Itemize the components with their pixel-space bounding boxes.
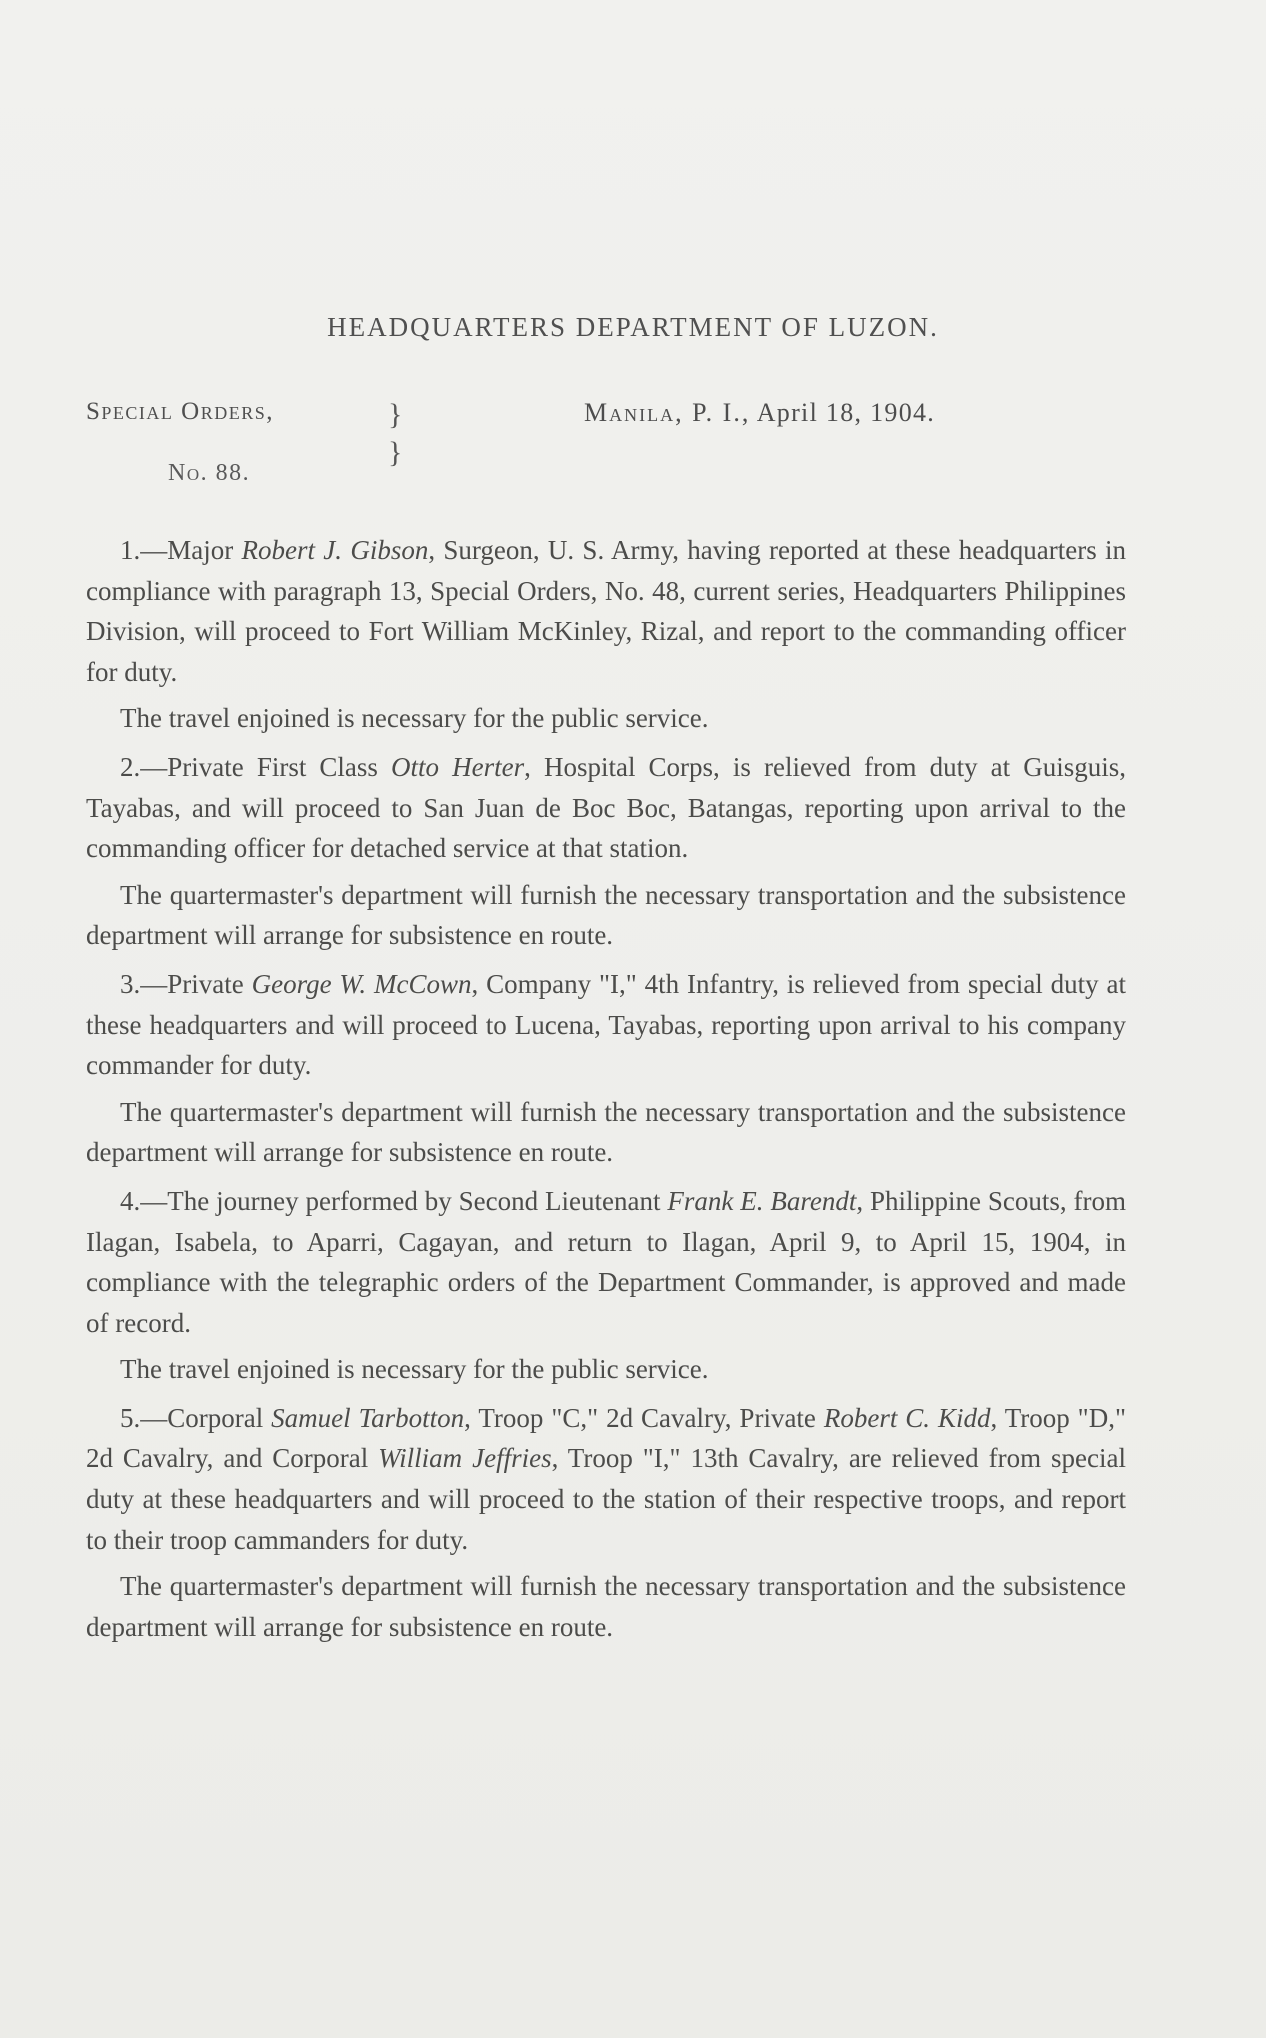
date: April 18, 1904. — [756, 398, 936, 427]
place: Manila, P. I., — [584, 398, 751, 427]
paragraph-text: , Troop "D," 2d Cavalry, and Corporal — [86, 1402, 1126, 1474]
officer-name: Robert J. Gibson — [241, 535, 429, 565]
brace-glyph: } — [388, 398, 403, 431]
orders-label: Special Orders, — [86, 398, 274, 425]
paragraph-lead: 5.—Corporal — [120, 1402, 272, 1433]
paragraph-text: , Hospital Corps, is relieved from duty at Guisguis, Tayabas, and will proceed to San Juan de Boc Boc, Batangas, reporting upon arrival to the commanding officer for detached service at that station. — [86, 751, 1127, 864]
paragraph-text: , Philippine Scouts, from Ilagan, Isabela, to Aparri, Cagayan, and return to Ilagan, April 9, to April 15, 1904, in compliance with the telegraphic orders of the Department Commander, is approved and made of record. — [86, 1185, 1126, 1338]
officer-name: Frank E. Barendt — [667, 1185, 857, 1216]
officer-name: Otto Herter — [391, 751, 525, 782]
orders-body — [86, 530, 1126, 1655]
paragraph-text: , Surgeon, U. S. Army, having reported at these headquarters in compliance with paragraph 13, Special Orders, No. 48, current series, Headquarters Philippines Division, will proceed to Fort William McKinley, Rizal, and report to the commanding officer for duty. — [86, 535, 1127, 687]
order-note-1: The travel enjoined is necessary for the public service. — [120, 703, 709, 734]
order-paragraph-1 — [86, 530, 1126, 692]
order-paragraph-5 — [86, 1398, 1126, 1560]
orders-number: No. 88. — [168, 460, 251, 486]
soldier-name: Robert C. Kidd — [823, 1402, 991, 1433]
order-paragraph-3 — [86, 964, 1126, 1086]
soldier-name: William Jeffries — [378, 1443, 552, 1474]
paragraph-lead: 1.—Major — [120, 535, 242, 565]
order-paragraph-4 — [86, 1181, 1126, 1343]
order-note-2: The quartermaster's department will furnish the necessary transportation and the subsistence department will arrange for subsistence en route. — [86, 879, 1126, 951]
paragraph-text: , Troop "I," 13th Cavalry, are relieved from special duty at these headquarters and will proceed to the station of their respective troops, and report to their troop cammanders for duty. — [86, 1443, 1126, 1555]
officer-name: George W. McCown — [251, 968, 472, 999]
soldier-name: Samuel Tarbotton — [271, 1402, 465, 1433]
order-note-4: The travel enjoined is necessary for the public service. — [120, 1354, 709, 1385]
paragraph-text: , Company "I," 4th Infantry, is relieved from special duty at these headquarters and will proceed to Lucena, Tayabas, reporting upon arrival to his company commander for duty. — [86, 968, 1127, 1081]
order-note-3: The quartermaster's department will furnish the necessary transportation and the subsistence department will arrange for subsistence en route. — [86, 1096, 1126, 1168]
paragraph-text: , Troop "C," 2d Cavalry, Private — [464, 1402, 824, 1433]
document-heading: HEADQUARTERS DEPARTMENT OF LUZON. — [327, 312, 939, 342]
paragraph-lead: 3.—Private — [120, 968, 252, 999]
place-date — [584, 398, 935, 428]
paragraph-lead: 2.—Private First Class — [120, 751, 392, 782]
brace-glyph: } — [388, 436, 403, 469]
paragraph-lead: 4.—The journey performed by Second Lieutenant — [120, 1185, 668, 1216]
orders-brace — [388, 396, 402, 472]
order-paragraph-2 — [86, 747, 1126, 869]
order-note-5: The quartermaster's department will furnish the necessary transportation and the subsistence department will arrange for subsistence en route. — [86, 1571, 1126, 1642]
